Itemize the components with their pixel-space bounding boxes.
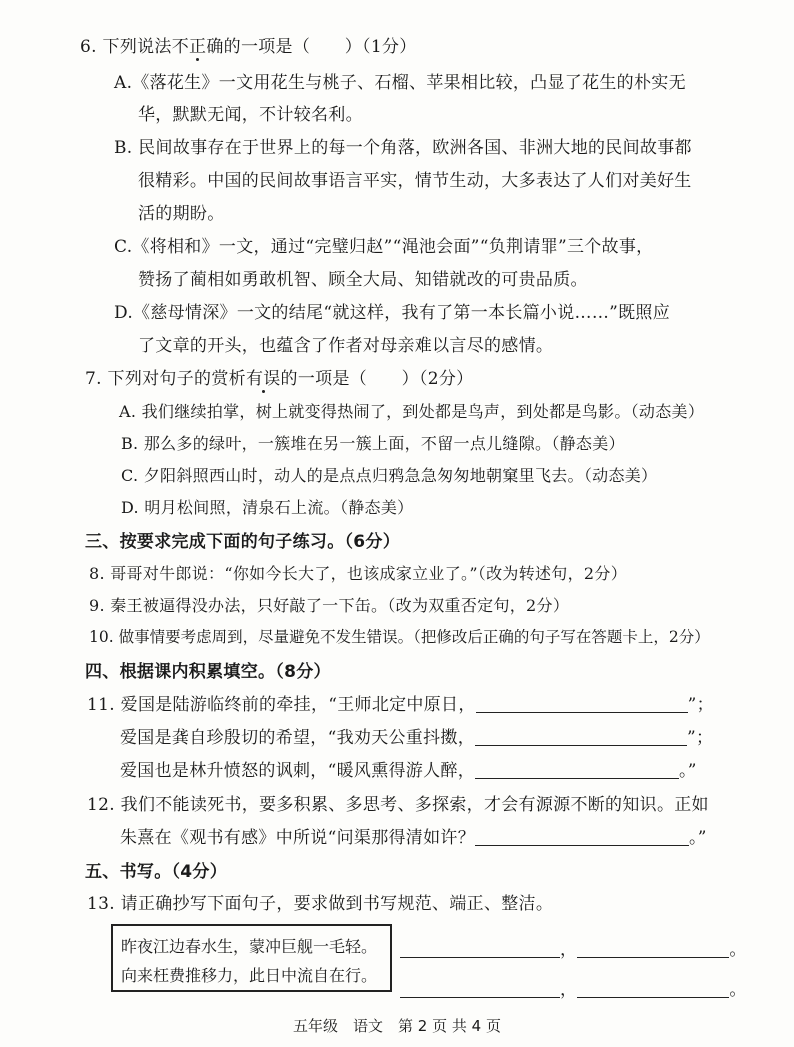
- copy-source-box: [111, 924, 392, 992]
- q6-option-d: D.《慈母情深》一文的结尾“就这样，我有了第一本长篇小说……”既照应: [114, 303, 671, 323]
- copy-blank-2a[interactable]: [400, 980, 560, 998]
- q6-option-b: B. 民间故事存在于世界上的每一个角落，欧洲各国、非洲大地的民间故事都: [114, 138, 692, 158]
- q11-blank-1[interactable]: [476, 695, 688, 713]
- question-10: 10. 做事情要考虑周到，尽量避免不发生错误。（把修改后正确的句子写在答题卡上，2分）: [89, 628, 710, 646]
- q6-option-d-cont: 了文章的开头，也蕴含了作者对母亲难以言尽的感情。: [138, 336, 554, 356]
- q12-line-1: 12. 我们不能读死书，要多积累、多思考、多探索，才会有源源不断的知识。正如: [87, 795, 709, 815]
- copy-answer-line-2: ， 。: [400, 975, 747, 1000]
- section-4-heading: 四、根据课内积累填空。（8分）: [85, 662, 331, 682]
- q7-option-d: D. 明月松间照，清泉石上流。（静态美）: [121, 498, 414, 517]
- q7-option-a: A. 我们继续拍掌，树上就变得热闹了，到处都是鸟声，到处都是鸟影。（动态美）: [119, 402, 705, 421]
- q12-line-2: 朱熹在《观书有感》中所说“问渠那得清如许？ 。”: [120, 828, 707, 848]
- question-8: 8. 哥哥对牛郎说：“你如今长大了，也该成家立业了。”（改为转述句，2分）: [89, 564, 627, 583]
- copy-blank-1a[interactable]: [400, 940, 560, 958]
- q6-option-a: A.《落花生》一文用花生与桃子、石榴、苹果相比较，凸显了花生的朴实无: [114, 73, 686, 93]
- q7-option-b: B. 那么多的绿叶，一簇堆在另一簇上面，不留一点儿缝隙。（静态美）: [121, 434, 625, 453]
- q6-option-b-cont2: 活的期盼。: [138, 204, 225, 224]
- q12-blank[interactable]: [475, 828, 689, 846]
- copy-answer-line-1: ， 。: [400, 935, 747, 960]
- copy-source-line-2: 向来枉费推移力，此日中流自在行。: [121, 966, 378, 985]
- q11-line-3: 爱国也是林升愤怒的讽刺，“暖风熏得游人醉， 。”: [120, 761, 697, 781]
- emphasis-dots: 有误: [245, 369, 281, 389]
- q7-option-c: C. 夕阳斜照西山时，动人的是点点归鸦急急匆匆地朝窠里飞去。（动态美）: [121, 466, 658, 485]
- q11-line-1: 11. 爱国是陆游临终前的牵挂，“王师北定中原日， ”；: [87, 695, 714, 715]
- question-9: 9. 秦王被逼得没办法，只好敲了一下缶。（改为双重否定句，2分）: [89, 596, 570, 615]
- q11-blank-3[interactable]: [475, 761, 679, 779]
- q7-stem: 7. 下列对句子的赏析有误的一项是（ ）（2分）: [85, 369, 474, 389]
- q6-option-c-cont: 赞扬了蔺相如勇敢机智、顾全大局、知错就改的可贵品质。: [138, 270, 588, 290]
- q6-option-c: C.《将相和》一文，通过“完璧归赵”“渑池会面”“负荆请罪”三个故事，: [114, 237, 654, 257]
- q6-option-a-cont: 华，默默无闻，不计较名利。: [138, 105, 363, 125]
- section-5-heading: 五、书写。（4分）: [85, 862, 228, 882]
- page-footer: 五年级 语文 第 2 页 共 4 页: [293, 1017, 501, 1035]
- q6-option-b-cont: 很精彩。中国的民间故事语言平实，情节生动，大多表达了人们对美好生: [138, 171, 692, 191]
- emphasis-dots: 不正确: [171, 37, 224, 57]
- copy-blank-2b[interactable]: [577, 980, 729, 998]
- section-3-heading: 三、按要求完成下面的句子练习。（6分）: [85, 532, 401, 552]
- copy-blank-1b[interactable]: [577, 940, 729, 958]
- q11-blank-2[interactable]: [475, 728, 687, 746]
- question-13: 13. 请正确抄写下面句子，要求做到书写规范、端正、整洁。: [87, 894, 554, 914]
- q11-line-2: 爱国是龚自珍殷切的希望，“我劝天公重抖擞， ”；: [120, 728, 714, 748]
- q6-stem: 6. 下列说法不正确的一项是（ ）（1分）: [80, 37, 417, 57]
- copy-source-line-1: 昨夜江边春水生，蒙冲巨舰一毛轻。: [121, 937, 378, 956]
